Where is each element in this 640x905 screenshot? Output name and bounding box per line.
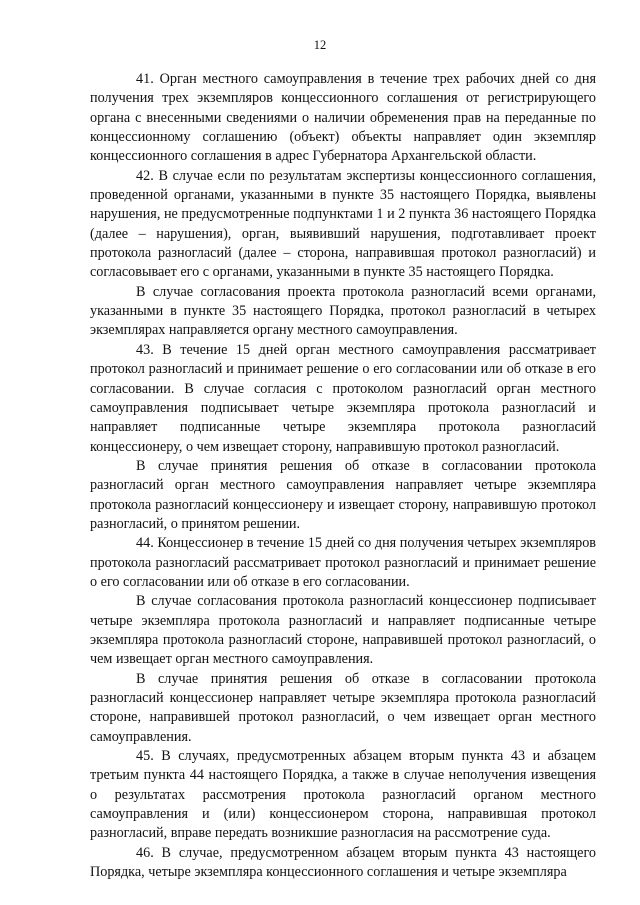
paragraph-43-second: В случае принятия решения об отказе в согласовании протокола разногласий орган местного самоуправления направляет четыре экземпляра протокола разногласий концессионеру и извещает сторону, направившую протокол разногласий, о принятом решении. xyxy=(90,457,596,532)
document-body xyxy=(90,70,596,882)
paragraph-41: 41. Орган местного самоуправления в течение трех рабочих дней со дня получения трех экземпляров концессионного соглашения от регистрирующего органа с внесенными сведениями о наличии обременения прав на переданные по концессионному соглашению (объект) объекты направляет один экземпляр концессионного соглашения в адрес Губернатора Архангельской области. xyxy=(90,71,596,165)
paragraph-45: 45. В случаях, предусмотренных абзацем вторым пункта 43 и абзацем третьим пункта 44 настоящего Порядка, а также в случае неполучения извещения о результатах рассмотрения протокола разногласий органом местного самоуправления и (или) концессионером сторона, направившая протокол разногласий, вправе передать возникшие разногласия на рассмотрение суда. xyxy=(90,748,596,842)
page-number: 12 xyxy=(313,38,327,52)
paragraph-42: 42. В случае если по результатам экспертизы концессионного соглашения, проведенной органами, указанными в пункте 35 настоящего Порядка, выявлены нарушения, не предусмотренные подпунктами 1 и 2 пункта 36 настоящего Порядка (далее – нарушения), орган, выявивший нарушения, подготавливает проект протокола разногласий (далее – сторона, направившая протокол разногласий) и согласовывает его с органами, указанными в пункте 35 настоящего Порядка. xyxy=(90,167,596,281)
paragraph-44-second: В случае согласования протокола разногласий концессионер подписывает четыре экземпляра протокола разногласий и направляет подписанные четыре экземпляра протокола разногласий стороне, направившей протокол разногласий, о чем извещает орган местного самоуправления. xyxy=(90,593,596,668)
paragraph-44: 44. Концессионер в течение 15 дней со дня получения четырех экземпляров протокола разногласий рассматривает протокол разногласий и принимает решение о его согласовании или об отказе в его согласовании. xyxy=(90,535,596,590)
paragraph-44-third: В случае принятия решения об отказе в согласовании протокола разногласий концессионер направляет четыре экземпляра протокола разногласий стороне, направившей протокол разногласий, о чем извещает орган местного самоуправления. xyxy=(90,670,596,745)
paragraph-43: 43. В течение 15 дней орган местного самоуправления рассматривает протокол разногласий и принимает решение о его согласовании или об отказе в его согласовании. В случае согласия с протоколом разногласий орган местного самоуправления подписывает четыре экземпляра протокола разногласий и направляет подписанные четыре экземпляра протокола разногласий концессионеру, о чем извещает сторону, направившую протокол разногласий. xyxy=(90,341,596,455)
paragraph-46: 46. В случае, предусмотренном абзацем вторым пункта 43 настоящего Порядка, четыре экземпляра концессионного соглашения и четыре экземпляра xyxy=(90,844,596,881)
paragraph-42-second: В случае согласования проекта протокола разногласий всеми органами, указанными в пункте 35 настоящего Порядка, протокол разногласий в четырех экземплярах направляется органу местного самоуправления. xyxy=(90,283,596,339)
